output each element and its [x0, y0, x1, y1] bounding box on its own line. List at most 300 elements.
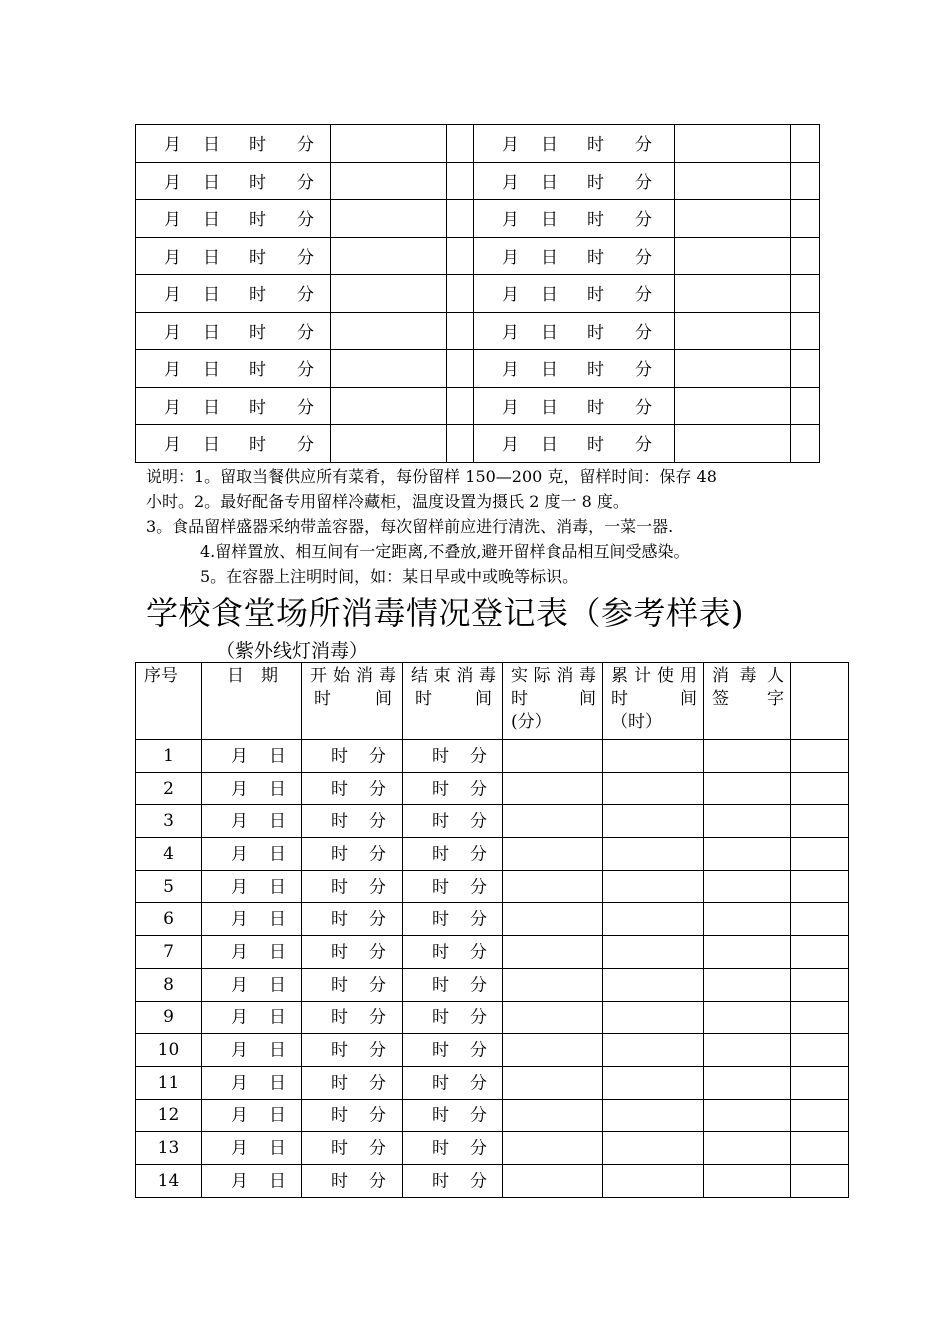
time-label-minute: 分 [635, 210, 652, 231]
label-hour: 时 [432, 1073, 449, 1094]
label-minute: 分 [470, 1105, 487, 1126]
sample-mark-cell[interactable] [447, 125, 474, 163]
start-time-cell[interactable] [302, 1034, 403, 1067]
cumulative-use-cell[interactable] [603, 903, 704, 936]
sample-time-cell[interactable] [474, 162, 675, 200]
start-time-cell[interactable] [302, 968, 403, 1001]
time-label-month: 月 [164, 135, 181, 156]
label-month: 月 [231, 1007, 248, 1028]
label-hour: 时 [432, 844, 449, 865]
sample-mark-cell[interactable] [447, 312, 474, 350]
label-hour: 时 [432, 811, 449, 832]
sample-mark-cell[interactable] [791, 125, 820, 163]
label-minute: 分 [369, 746, 386, 767]
end-time-cell[interactable] [403, 1001, 503, 1034]
cumulative-use-cell[interactable] [603, 740, 704, 773]
sample-entry-cell[interactable] [675, 350, 791, 388]
time-label-minute: 分 [635, 397, 652, 418]
sample-time-cell[interactable] [136, 275, 331, 313]
label-hour: 时 [331, 1007, 348, 1028]
cumulative-use-cell[interactable] [603, 1164, 704, 1197]
table-row [136, 740, 849, 773]
blank-cell[interactable] [791, 1001, 849, 1034]
cumulative-use-cell[interactable] [603, 1001, 704, 1034]
label-month: 月 [231, 779, 248, 800]
sample-time-cell[interactable] [474, 387, 675, 425]
label-day: 日 [269, 909, 286, 930]
blank-cell[interactable] [791, 838, 849, 871]
end-time-cell[interactable] [403, 936, 503, 969]
time-label-day: 日 [541, 285, 558, 306]
row-index: 7 [136, 936, 202, 969]
cumulative-use-cell[interactable] [603, 968, 704, 1001]
sample-time-cell[interactable] [136, 425, 331, 463]
date-cell[interactable] [202, 740, 302, 773]
start-time-cell[interactable] [302, 838, 403, 871]
cumulative-use-cell[interactable] [603, 805, 704, 838]
header-date: 日 期 [202, 663, 302, 740]
actual-duration-cell[interactable] [503, 1066, 603, 1099]
time-label-minute: 分 [635, 435, 652, 456]
label-minute: 分 [470, 844, 487, 865]
label-hour: 时 [432, 877, 449, 898]
time-label-day: 日 [203, 285, 220, 306]
sample-entry-cell[interactable] [675, 125, 791, 163]
time-label-day: 日 [203, 210, 220, 231]
label-minute: 分 [369, 1105, 386, 1126]
label-minute: 分 [369, 909, 386, 930]
sample-mark-cell[interactable] [447, 425, 474, 463]
sample-mark-cell[interactable] [791, 275, 820, 313]
date-cell[interactable] [202, 805, 302, 838]
sample-time-cell[interactable] [474, 125, 675, 163]
sample-row [136, 312, 820, 350]
time-label-month: 月 [164, 397, 181, 418]
food-sample-table [135, 124, 820, 463]
label-minute: 分 [470, 909, 487, 930]
signature-cell[interactable] [704, 838, 791, 871]
time-label-minute: 分 [635, 135, 652, 156]
time-label-hour: 时 [249, 360, 266, 381]
sample-time-cell[interactable] [136, 162, 331, 200]
time-label-minute: 分 [635, 172, 652, 193]
sample-mark-cell[interactable] [447, 387, 474, 425]
date-cell[interactable] [202, 1132, 302, 1165]
signature-cell[interactable] [704, 1132, 791, 1165]
sample-time-cell[interactable] [474, 350, 675, 388]
signature-cell[interactable] [704, 1066, 791, 1099]
sample-mark-cell[interactable] [447, 237, 474, 275]
table-row [136, 903, 849, 936]
sample-entry-cell[interactable] [331, 200, 447, 238]
label-month: 月 [231, 1171, 248, 1192]
cumulative-use-cell[interactable] [603, 838, 704, 871]
label-hour: 时 [432, 909, 449, 930]
header-index: 序号 [136, 663, 202, 740]
time-label-day: 日 [541, 172, 558, 193]
actual-duration-cell[interactable] [503, 1099, 603, 1132]
time-label-month: 月 [164, 247, 181, 268]
time-label-month: 月 [164, 285, 181, 306]
header-cumulative-use: 累计使用 时 间 （时） [603, 663, 704, 740]
signature-cell[interactable] [704, 1099, 791, 1132]
sample-mark-cell[interactable] [447, 162, 474, 200]
time-label-month: 月 [502, 322, 519, 343]
label-day: 日 [269, 779, 286, 800]
label-minute: 分 [369, 844, 386, 865]
sample-row [136, 350, 820, 388]
end-time-cell[interactable] [403, 1132, 503, 1165]
label-minute: 分 [470, 1171, 487, 1192]
signature-cell[interactable] [704, 805, 791, 838]
label-hour: 时 [432, 1138, 449, 1159]
sample-mark-cell[interactable] [791, 237, 820, 275]
time-label-hour: 时 [587, 322, 604, 343]
table-header-row [136, 663, 849, 740]
actual-duration-cell[interactable] [503, 1164, 603, 1197]
time-label-hour: 时 [587, 435, 604, 456]
blank-cell[interactable] [791, 968, 849, 1001]
blank-cell[interactable] [791, 903, 849, 936]
time-label-hour: 时 [587, 172, 604, 193]
label-day: 日 [269, 1040, 286, 1061]
sample-entry-cell[interactable] [331, 162, 447, 200]
sample-time-cell[interactable] [136, 237, 331, 275]
sample-time-cell[interactable] [136, 200, 331, 238]
label-hour: 时 [432, 779, 449, 800]
label-minute: 分 [369, 779, 386, 800]
time-label-day: 日 [541, 210, 558, 231]
time-label-minute: 分 [635, 360, 652, 381]
actual-duration-cell[interactable] [503, 740, 603, 773]
row-index: 13 [136, 1132, 202, 1165]
time-label-hour: 时 [249, 135, 266, 156]
signature-cell[interactable] [704, 1034, 791, 1067]
time-label-day: 日 [541, 135, 558, 156]
cumulative-use-cell[interactable] [603, 870, 704, 903]
date-cell[interactable] [202, 1164, 302, 1197]
label-day: 日 [269, 1073, 286, 1094]
time-label-day: 日 [203, 172, 220, 193]
time-label-minute: 分 [635, 285, 652, 306]
label-day: 日 [269, 877, 286, 898]
end-time-cell[interactable] [403, 1099, 503, 1132]
start-time-cell[interactable] [302, 772, 403, 805]
end-time-cell[interactable] [403, 1066, 503, 1099]
sample-mark-cell[interactable] [791, 425, 820, 463]
sample-entry-cell[interactable] [675, 425, 791, 463]
sample-mark-cell[interactable] [791, 350, 820, 388]
blank-cell[interactable] [791, 936, 849, 969]
note-line: 3。食品留样盛器采纳带盖容器，每次留样前应进行清洗、消毒，一菜一器. [146, 517, 674, 536]
sample-mark-cell[interactable] [447, 200, 474, 238]
cumulative-use-cell[interactable] [603, 936, 704, 969]
start-time-cell[interactable] [302, 805, 403, 838]
label-month: 月 [231, 746, 248, 767]
label-minute: 分 [369, 975, 386, 996]
sample-entry-cell[interactable] [331, 275, 447, 313]
label-month: 月 [231, 877, 248, 898]
row-index: 14 [136, 1164, 202, 1197]
sample-time-cell[interactable] [474, 237, 675, 275]
row-index: 2 [136, 772, 202, 805]
sample-time-cell[interactable] [474, 425, 675, 463]
start-time-cell[interactable] [302, 1164, 403, 1197]
time-label-minute: 分 [297, 247, 314, 268]
end-time-cell[interactable] [403, 968, 503, 1001]
header-end-time: 结束消毒 时 间 [403, 663, 503, 740]
date-cell[interactable] [202, 1001, 302, 1034]
label-minute: 分 [369, 942, 386, 963]
sample-time-cell[interactable] [136, 387, 331, 425]
date-cell[interactable] [202, 1034, 302, 1067]
table-row [136, 1001, 849, 1034]
actual-duration-cell[interactable] [503, 805, 603, 838]
time-label-minute: 分 [635, 322, 652, 343]
label-month: 月 [231, 1073, 248, 1094]
label-day: 日 [269, 1007, 286, 1028]
start-time-cell[interactable] [302, 870, 403, 903]
sample-entry-cell[interactable] [331, 425, 447, 463]
actual-duration-cell[interactable] [503, 1132, 603, 1165]
sample-row [136, 125, 820, 163]
signature-cell[interactable] [704, 870, 791, 903]
blank-cell[interactable] [791, 1034, 849, 1067]
time-label-month: 月 [164, 172, 181, 193]
sample-time-cell[interactable] [136, 125, 331, 163]
blank-cell[interactable] [791, 1164, 849, 1197]
start-time-cell[interactable] [302, 903, 403, 936]
label-minute: 分 [470, 1073, 487, 1094]
start-time-cell[interactable] [302, 936, 403, 969]
label-day: 日 [269, 1171, 286, 1192]
actual-duration-cell[interactable] [503, 968, 603, 1001]
label-minute: 分 [369, 877, 386, 898]
time-label-hour: 时 [249, 210, 266, 231]
label-hour: 时 [331, 909, 348, 930]
actual-duration-cell[interactable] [503, 903, 603, 936]
row-index: 11 [136, 1066, 202, 1099]
time-label-minute: 分 [297, 322, 314, 343]
cumulative-use-cell[interactable] [603, 1066, 704, 1099]
table-row [136, 1066, 849, 1099]
sample-time-cell[interactable] [474, 312, 675, 350]
time-label-hour: 时 [587, 360, 604, 381]
actual-duration-cell[interactable] [503, 772, 603, 805]
sample-mark-cell[interactable] [791, 200, 820, 238]
sample-time-cell[interactable] [474, 275, 675, 313]
time-label-minute: 分 [297, 397, 314, 418]
label-minute: 分 [470, 746, 487, 767]
time-label-hour: 时 [587, 397, 604, 418]
signature-cell[interactable] [704, 968, 791, 1001]
time-label-day: 日 [541, 397, 558, 418]
start-time-cell[interactable] [302, 1099, 403, 1132]
sample-time-cell[interactable] [136, 312, 331, 350]
cumulative-use-cell[interactable] [603, 1034, 704, 1067]
date-cell[interactable] [202, 936, 302, 969]
date-cell[interactable] [202, 968, 302, 1001]
cumulative-use-cell[interactable] [603, 1132, 704, 1165]
time-label-hour: 时 [249, 247, 266, 268]
sample-entry-cell[interactable] [331, 387, 447, 425]
date-cell[interactable] [202, 870, 302, 903]
sample-entry-cell[interactable] [331, 350, 447, 388]
sample-row [136, 275, 820, 313]
sample-entry-cell[interactable] [331, 125, 447, 163]
time-label-minute: 分 [297, 135, 314, 156]
header-start-time: 开始消毒 时 间 [302, 663, 403, 740]
time-label-minute: 分 [635, 247, 652, 268]
start-time-cell[interactable] [302, 740, 403, 773]
page-subtitle: （紫外线灯消毒） [216, 640, 369, 662]
blank-cell[interactable] [791, 870, 849, 903]
sample-time-cell[interactable] [474, 200, 675, 238]
end-time-cell[interactable] [403, 740, 503, 773]
label-minute: 分 [470, 877, 487, 898]
sample-row [136, 237, 820, 275]
label-hour: 时 [331, 844, 348, 865]
time-label-month: 月 [502, 210, 519, 231]
sample-mark-cell[interactable] [447, 275, 474, 313]
start-time-cell[interactable] [302, 1066, 403, 1099]
end-time-cell[interactable] [403, 838, 503, 871]
label-month: 月 [231, 1138, 248, 1159]
actual-duration-cell[interactable] [503, 1001, 603, 1034]
table-row [136, 772, 849, 805]
row-index: 10 [136, 1034, 202, 1067]
sample-row [136, 387, 820, 425]
blank-cell[interactable] [791, 772, 849, 805]
date-cell[interactable] [202, 838, 302, 871]
note-line: 小时。2。最好配备专用留样冷藏柜，温度设置为摄氏 2 度一 8 度。 [146, 492, 629, 511]
label-month: 月 [231, 811, 248, 832]
label-minute: 分 [369, 811, 386, 832]
blank-cell[interactable] [791, 805, 849, 838]
label-hour: 时 [331, 1040, 348, 1061]
note-line: 4.留样置放、相互间有一定距离,不叠放,避开留样食品相互间受感染。 [200, 542, 690, 561]
date-cell[interactable] [202, 1099, 302, 1132]
date-cell[interactable] [202, 1066, 302, 1099]
sample-entry-cell[interactable] [675, 237, 791, 275]
date-cell[interactable] [202, 903, 302, 936]
time-label-hour: 时 [587, 135, 604, 156]
end-time-cell[interactable] [403, 1034, 503, 1067]
label-hour: 时 [331, 975, 348, 996]
table-row [136, 870, 849, 903]
label-minute: 分 [369, 1073, 386, 1094]
time-label-hour: 时 [587, 247, 604, 268]
signature-cell[interactable] [704, 772, 791, 805]
time-label-day: 日 [541, 247, 558, 268]
cumulative-use-cell[interactable] [603, 1099, 704, 1132]
sample-entry-cell[interactable] [675, 312, 791, 350]
time-label-minute: 分 [297, 360, 314, 381]
sample-mark-cell[interactable] [791, 312, 820, 350]
note-line: 说明：1。留取当餐供应所有菜肴，每份留样 150—200 克，留样时间：保存 48 [146, 467, 717, 486]
end-time-cell[interactable] [403, 1164, 503, 1197]
end-time-cell[interactable] [403, 772, 503, 805]
time-label-month: 月 [164, 322, 181, 343]
signature-cell[interactable] [704, 740, 791, 773]
label-day: 日 [269, 942, 286, 963]
signature-cell[interactable] [704, 936, 791, 969]
sample-entry-cell[interactable] [331, 312, 447, 350]
label-minute: 分 [470, 1040, 487, 1061]
actual-duration-cell[interactable] [503, 838, 603, 871]
time-label-month: 月 [502, 247, 519, 268]
time-label-day: 日 [203, 397, 220, 418]
signature-cell[interactable] [704, 1164, 791, 1197]
time-label-day: 日 [203, 135, 220, 156]
time-label-month: 月 [502, 172, 519, 193]
signature-cell[interactable] [704, 903, 791, 936]
label-hour: 时 [432, 1007, 449, 1028]
sample-mark-cell[interactable] [791, 162, 820, 200]
sample-time-cell[interactable] [136, 350, 331, 388]
disinfection-record-table [135, 662, 849, 1198]
blank-cell[interactable] [791, 1132, 849, 1165]
actual-duration-cell[interactable] [503, 936, 603, 969]
actual-duration-cell[interactable] [503, 1034, 603, 1067]
label-hour: 时 [331, 779, 348, 800]
sample-row [136, 200, 820, 238]
sample-mark-cell[interactable] [447, 350, 474, 388]
blank-cell[interactable] [791, 1099, 849, 1132]
sample-entry-cell[interactable] [675, 275, 791, 313]
row-index: 1 [136, 740, 202, 773]
table-row [136, 968, 849, 1001]
start-time-cell[interactable] [302, 1001, 403, 1034]
label-hour: 时 [331, 942, 348, 963]
label-day: 日 [269, 746, 286, 767]
label-day: 日 [269, 975, 286, 996]
signature-cell[interactable] [704, 1001, 791, 1034]
page-title: 学校食堂场所消毒情况登记表（参考样表) [146, 594, 744, 632]
label-minute: 分 [470, 1007, 487, 1028]
row-index: 6 [136, 903, 202, 936]
header-blank [791, 663, 849, 740]
label-hour: 时 [331, 811, 348, 832]
cumulative-use-cell[interactable] [603, 772, 704, 805]
row-index: 9 [136, 1001, 202, 1034]
label-day: 日 [269, 844, 286, 865]
blank-cell[interactable] [791, 1066, 849, 1099]
sample-entry-cell[interactable] [675, 200, 791, 238]
sample-mark-cell[interactable] [791, 387, 820, 425]
end-time-cell[interactable] [403, 903, 503, 936]
date-cell[interactable] [202, 772, 302, 805]
start-time-cell[interactable] [302, 1132, 403, 1165]
sample-entry-cell[interactable] [675, 162, 791, 200]
sample-entry-cell[interactable] [331, 237, 447, 275]
blank-cell[interactable] [791, 740, 849, 773]
end-time-cell[interactable] [403, 870, 503, 903]
notes [146, 464, 826, 589]
end-time-cell[interactable] [403, 805, 503, 838]
table-row [136, 838, 849, 871]
table-row [136, 1099, 849, 1132]
sample-entry-cell[interactable] [675, 387, 791, 425]
time-label-hour: 时 [249, 172, 266, 193]
time-label-hour: 时 [249, 397, 266, 418]
label-month: 月 [231, 1105, 248, 1126]
label-hour: 时 [432, 746, 449, 767]
time-label-day: 日 [203, 360, 220, 381]
actual-duration-cell[interactable] [503, 870, 603, 903]
label-hour: 时 [432, 942, 449, 963]
sample-row [136, 162, 820, 200]
